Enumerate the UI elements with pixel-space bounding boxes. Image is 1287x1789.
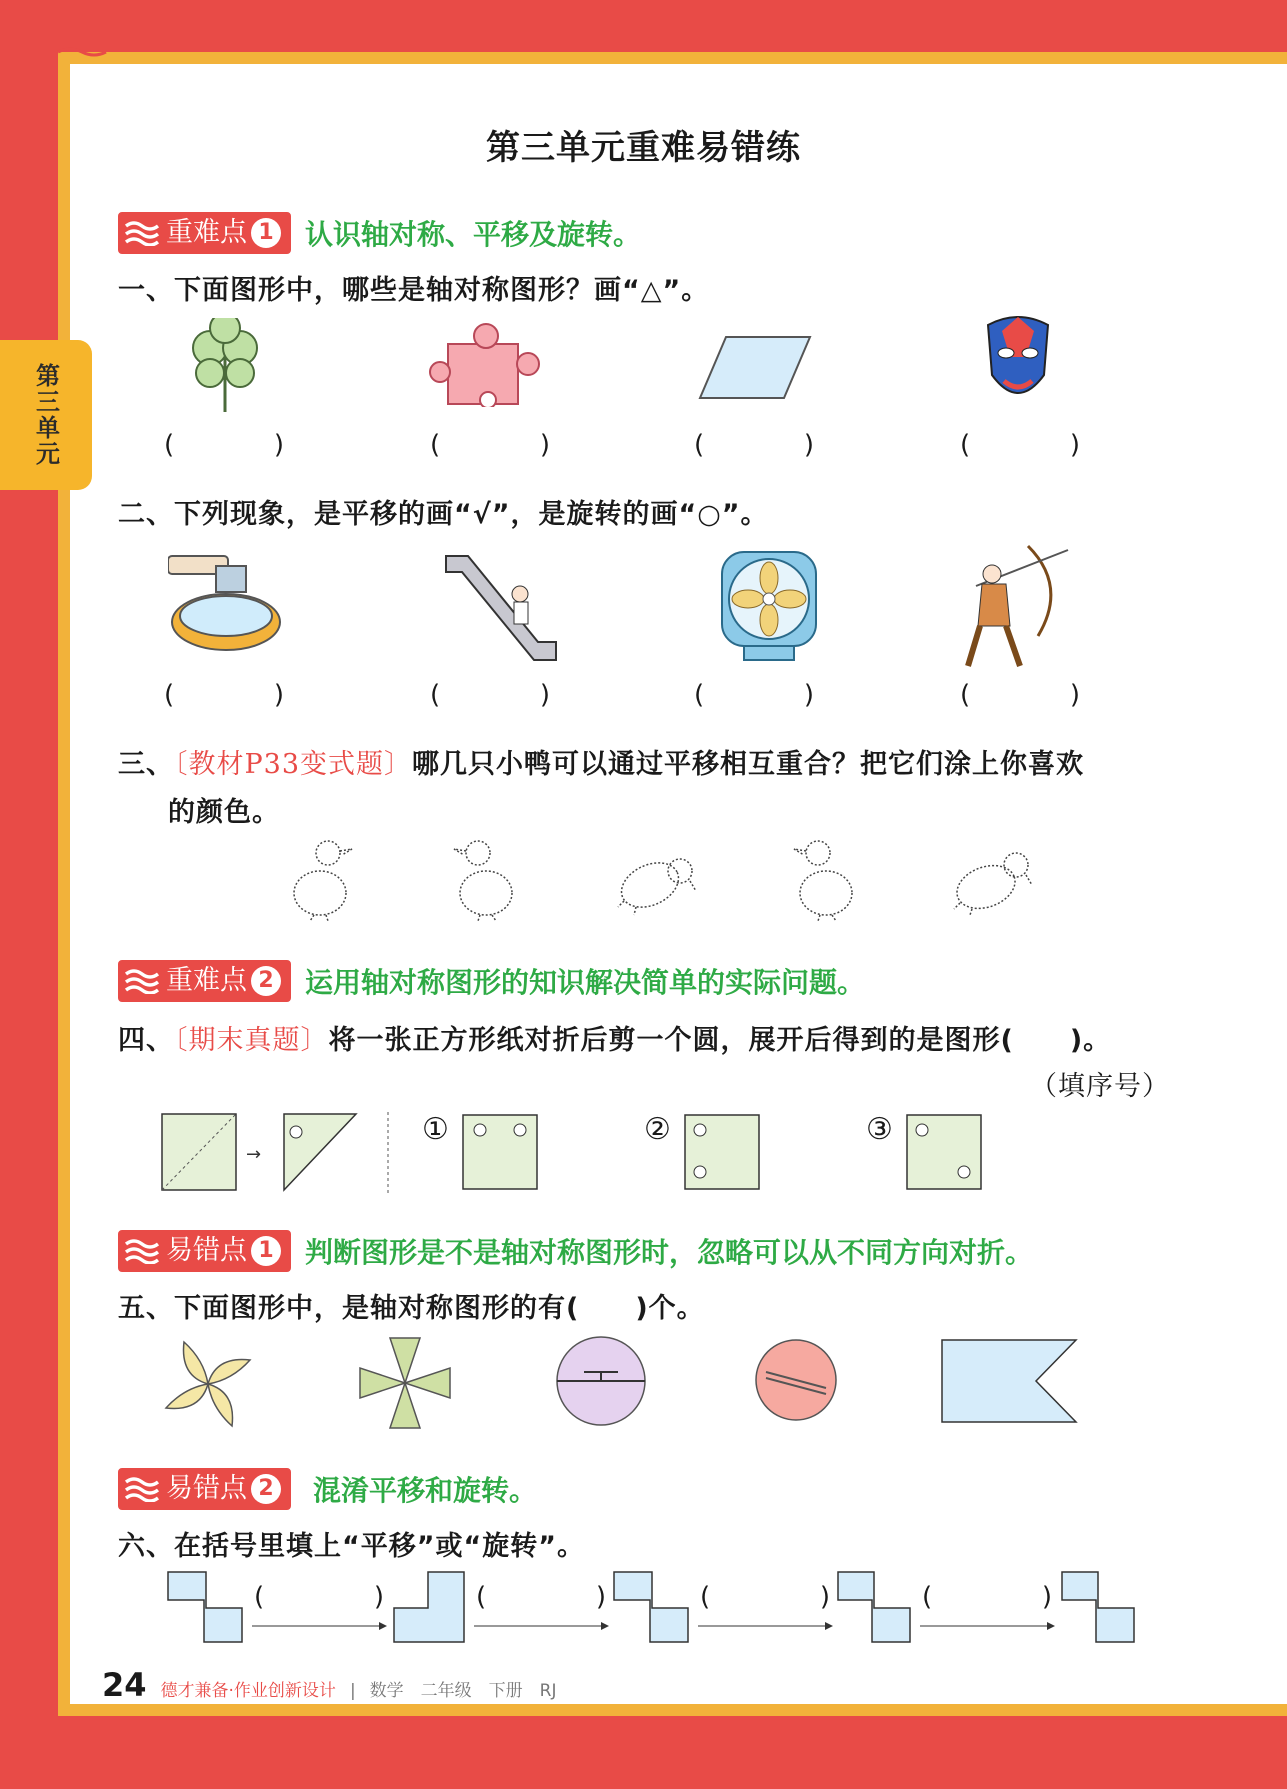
- answer-blank[interactable]: ( ): [164, 680, 284, 710]
- answer-blank[interactable]: ( ): [476, 1582, 606, 1612]
- waves-icon: [120, 1232, 164, 1270]
- section-badge: [118, 1468, 291, 1510]
- duckling-icon: [446, 835, 518, 923]
- fold-cut-diagram: [160, 1112, 360, 1194]
- section-badge: [118, 212, 291, 254]
- waves-icon: [120, 1470, 164, 1508]
- unit-side-tab-label: 第三单元: [31, 363, 60, 467]
- option-number: ①: [422, 1112, 450, 1147]
- answer-blank[interactable]: ( ): [430, 680, 550, 710]
- page-title: 第三单元重难易错练: [486, 128, 801, 168]
- answer-blank[interactable]: ( ): [694, 680, 814, 710]
- question-5-text: 五、下面图形中，是轴对称图形的有( )个。: [118, 1293, 705, 1324]
- flag-shape: [940, 1338, 1078, 1424]
- duckling-icon: [786, 835, 858, 923]
- archer-icon: [958, 536, 1070, 671]
- electric-fan-icon: [718, 548, 820, 663]
- footer-brand: 德才兼备·作业创新设计: [160, 1681, 336, 1701]
- answer-blank[interactable]: ( ): [694, 430, 814, 460]
- puzzle-piece-icon: [428, 322, 548, 407]
- section-badge-label: 重难点: [164, 214, 251, 252]
- question-4-text: 四、〔期末真题〕将一张正方形纸对折后剪一个圆，展开后得到的是图形( )。: [118, 1025, 1112, 1056]
- section-badge-label: 重难点: [164, 962, 251, 1000]
- section-badge-number: 1: [251, 218, 281, 248]
- section-desc: 运用轴对称图形的知识解决简单的实际问题。: [305, 966, 866, 999]
- answer-blank[interactable]: ( ): [164, 430, 284, 460]
- page-number: 24: [102, 1666, 147, 1704]
- answer-blank[interactable]: ( ): [960, 680, 1080, 710]
- answer-blank[interactable]: ( ): [960, 430, 1080, 460]
- section-desc: 混淆平移和旋转。: [313, 1474, 538, 1507]
- section-badge-number: 2: [251, 1474, 281, 1504]
- option-number: ③: [866, 1112, 894, 1147]
- section-badge: [118, 960, 291, 1002]
- duckling-icon: [610, 845, 700, 917]
- question-3-text: 三、〔教材P33变式题〕哪几只小鸭可以通过平移相互重合？把它们涂上你喜欢: [118, 749, 1085, 780]
- section-badge-label: 易错点: [164, 1470, 251, 1508]
- section-badge-label: 易错点: [164, 1232, 251, 1270]
- pinwheel-cross-shape: [358, 1336, 452, 1430]
- answer-blank[interactable]: ( ): [254, 1582, 384, 1612]
- option-2-figure[interactable]: [684, 1114, 762, 1192]
- section-badge-number: 2: [251, 966, 281, 996]
- section-header-3: [118, 1230, 1033, 1272]
- answer-blank[interactable]: ( ): [922, 1582, 1052, 1612]
- sink-faucet-icon: [168, 552, 283, 660]
- section-badge: [118, 1230, 291, 1272]
- divider-line: [386, 1112, 390, 1194]
- option-1-figure[interactable]: [462, 1114, 540, 1192]
- answer-blank[interactable]: ( ): [700, 1582, 830, 1612]
- duckling-icon: [288, 835, 360, 923]
- question-1-text: 一、下面图形中，哪些是轴对称图形？画“△”。: [118, 275, 710, 306]
- footer-info: 数学 二年级 下册 RJ: [369, 1681, 557, 1701]
- section-header-4: [118, 1468, 537, 1510]
- answer-blank[interactable]: ( ): [430, 430, 550, 460]
- duckling-icon: [946, 845, 1036, 917]
- question-tag: 〔教材P33变式题〕: [174, 749, 413, 780]
- waves-icon: [120, 214, 164, 252]
- windmill-shape: [160, 1336, 256, 1432]
- section-desc: 认识轴对称、平移及旋转。: [305, 218, 642, 251]
- footer-separator: |: [349, 1681, 356, 1701]
- section-header-1: [118, 212, 641, 254]
- question-2-text: 二、下列现象，是平移的画“√”，是旋转的画“○”。: [118, 499, 769, 530]
- no-entry-sign-shape: [752, 1336, 840, 1424]
- section-header-2: [118, 960, 865, 1002]
- section-badge-number: 1: [251, 1236, 281, 1266]
- waves-icon: [120, 962, 164, 1000]
- option-number: ②: [644, 1112, 672, 1147]
- clover-icon: [180, 318, 270, 413]
- escalator-icon: [442, 548, 560, 666]
- section-desc: 判断图形是不是轴对称图形时，忽略可以从不同方向对折。: [305, 1236, 1034, 1269]
- circle-symbol-shape: [554, 1334, 648, 1428]
- footer: [102, 1666, 557, 1704]
- question-6-text: 六、在括号里填上“平移”或“旋转”。: [118, 1531, 585, 1562]
- unit-side-tab: [0, 340, 92, 490]
- question-tag: 〔期末真题〕: [174, 1025, 329, 1056]
- parallelogram-icon: [698, 335, 813, 400]
- question-4-note: （填序号）: [1030, 1071, 1170, 1102]
- opera-mask-icon: [982, 313, 1054, 408]
- option-3-figure[interactable]: [906, 1114, 984, 1192]
- question-3-text-cont: 的颜色。: [168, 797, 280, 828]
- svg-text:→: →: [246, 1144, 262, 1165]
